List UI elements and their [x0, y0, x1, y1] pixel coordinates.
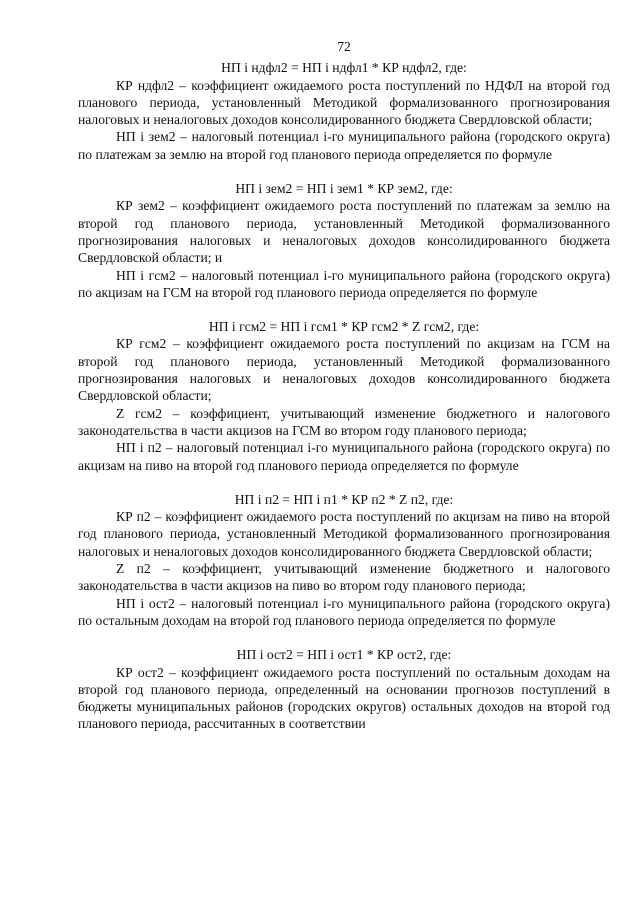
paragraph: КР п2 – коэффициент ожидаемого роста поступлений по акцизам на пиво на второй год планового периода, установленный Методикой формализованного прогнозирования налоговых и неналоговых доходов консолидированного бюджета Свердловской области; — [78, 509, 610, 559]
formula-block — [78, 318, 610, 474]
page-number: 72 — [337, 39, 351, 54]
formula: НП i ндфл2 = НП i ндфл1 * КР ндфл2, где: — [221, 60, 467, 76]
paragraph: КР ндфл2 – коэффициент ожидаемого роста поступлений по НДФЛ на второй год планового периода, установленный Методикой формализованного прогнозирования налоговых и неналоговых доходов консолидированного бюджета Свердловской области; — [78, 77, 610, 128]
formula-block — [78, 180, 610, 301]
document-page — [78, 38, 610, 733]
paragraph: НП i гсм2 – налоговый потенциал i-го муниципального района (городского округа) по акцизам на ГСМ на второй год планового периода определяется по формуле — [78, 267, 610, 300]
formula: НП i гсм2 = НП i гсм1 * КР гсм2 * Z гсм2, где: — [208, 319, 480, 335]
formula-block — [78, 646, 610, 732]
paragraph: Z гсм2 – коэффициент, учитывающий изменение бюджетного и налогового законодательства в части акцизов на ГСМ во втором году планового периода; — [78, 405, 610, 438]
formula-block — [78, 491, 610, 629]
paragraph: КР гсм2 – коэффициент ожидаемого роста поступлений по акцизам на ГСМ на второй год планового периода, установленный Методикой формализованного прогнозирования налоговых и неналоговых доходов консолидированного бюджета Свердловской области; — [78, 336, 610, 404]
spacer — [78, 474, 610, 491]
formula: НП i ост2 = НП i ост1 * КР ост2, где: — [236, 647, 452, 663]
spacer — [78, 301, 610, 318]
paragraph: КР зем2 – коэффициент ожидаемого роста поступлений по платежам за землю на второй год планового периода, установленный Методикой формализованного прогнозирования налоговых и неналоговых доходов консолидированного бюджета Свердловской области; и — [78, 198, 610, 266]
spacer — [78, 163, 610, 180]
spacer — [78, 629, 610, 646]
paragraph: НП i ост2 – налоговый потенциал i-го муниципального района (городского округа) по остальным доходам на второй год планового периода определяется по формуле — [78, 595, 610, 628]
paragraph: НП i зем2 – налоговый потенциал i-го муниципального района (городского округа) по платежам за землю на второй год планового периода определяется по формуле — [78, 129, 610, 162]
paragraph: Z п2 – коэффициент, учитывающий изменение бюджетного и налогового законодательства в части акцизов на пиво во втором году планового периода; — [78, 561, 610, 594]
paragraph: НП i п2 – налоговый потенциал i-го муниципального района (городского округа) по акцизам на пиво на второй год планового периода определяется по формуле — [78, 440, 610, 473]
paragraph: КР ост2 – коэффициент ожидаемого роста поступлений по остальным доходам на второй год планового периода, определенный на основании прогнозов поступлений в бюджеты муниципальных районов (городских округов) остальных доходов на второй год планового периода, рассчитанных в соответствии — [78, 664, 610, 732]
formula-block — [78, 59, 610, 163]
formula: НП i п2 = НП i п1 * КР п2 * Z п2, где: — [234, 491, 454, 507]
formula: НП i зем2 = НП i зем1 * КР зем2, где: — [235, 181, 453, 197]
